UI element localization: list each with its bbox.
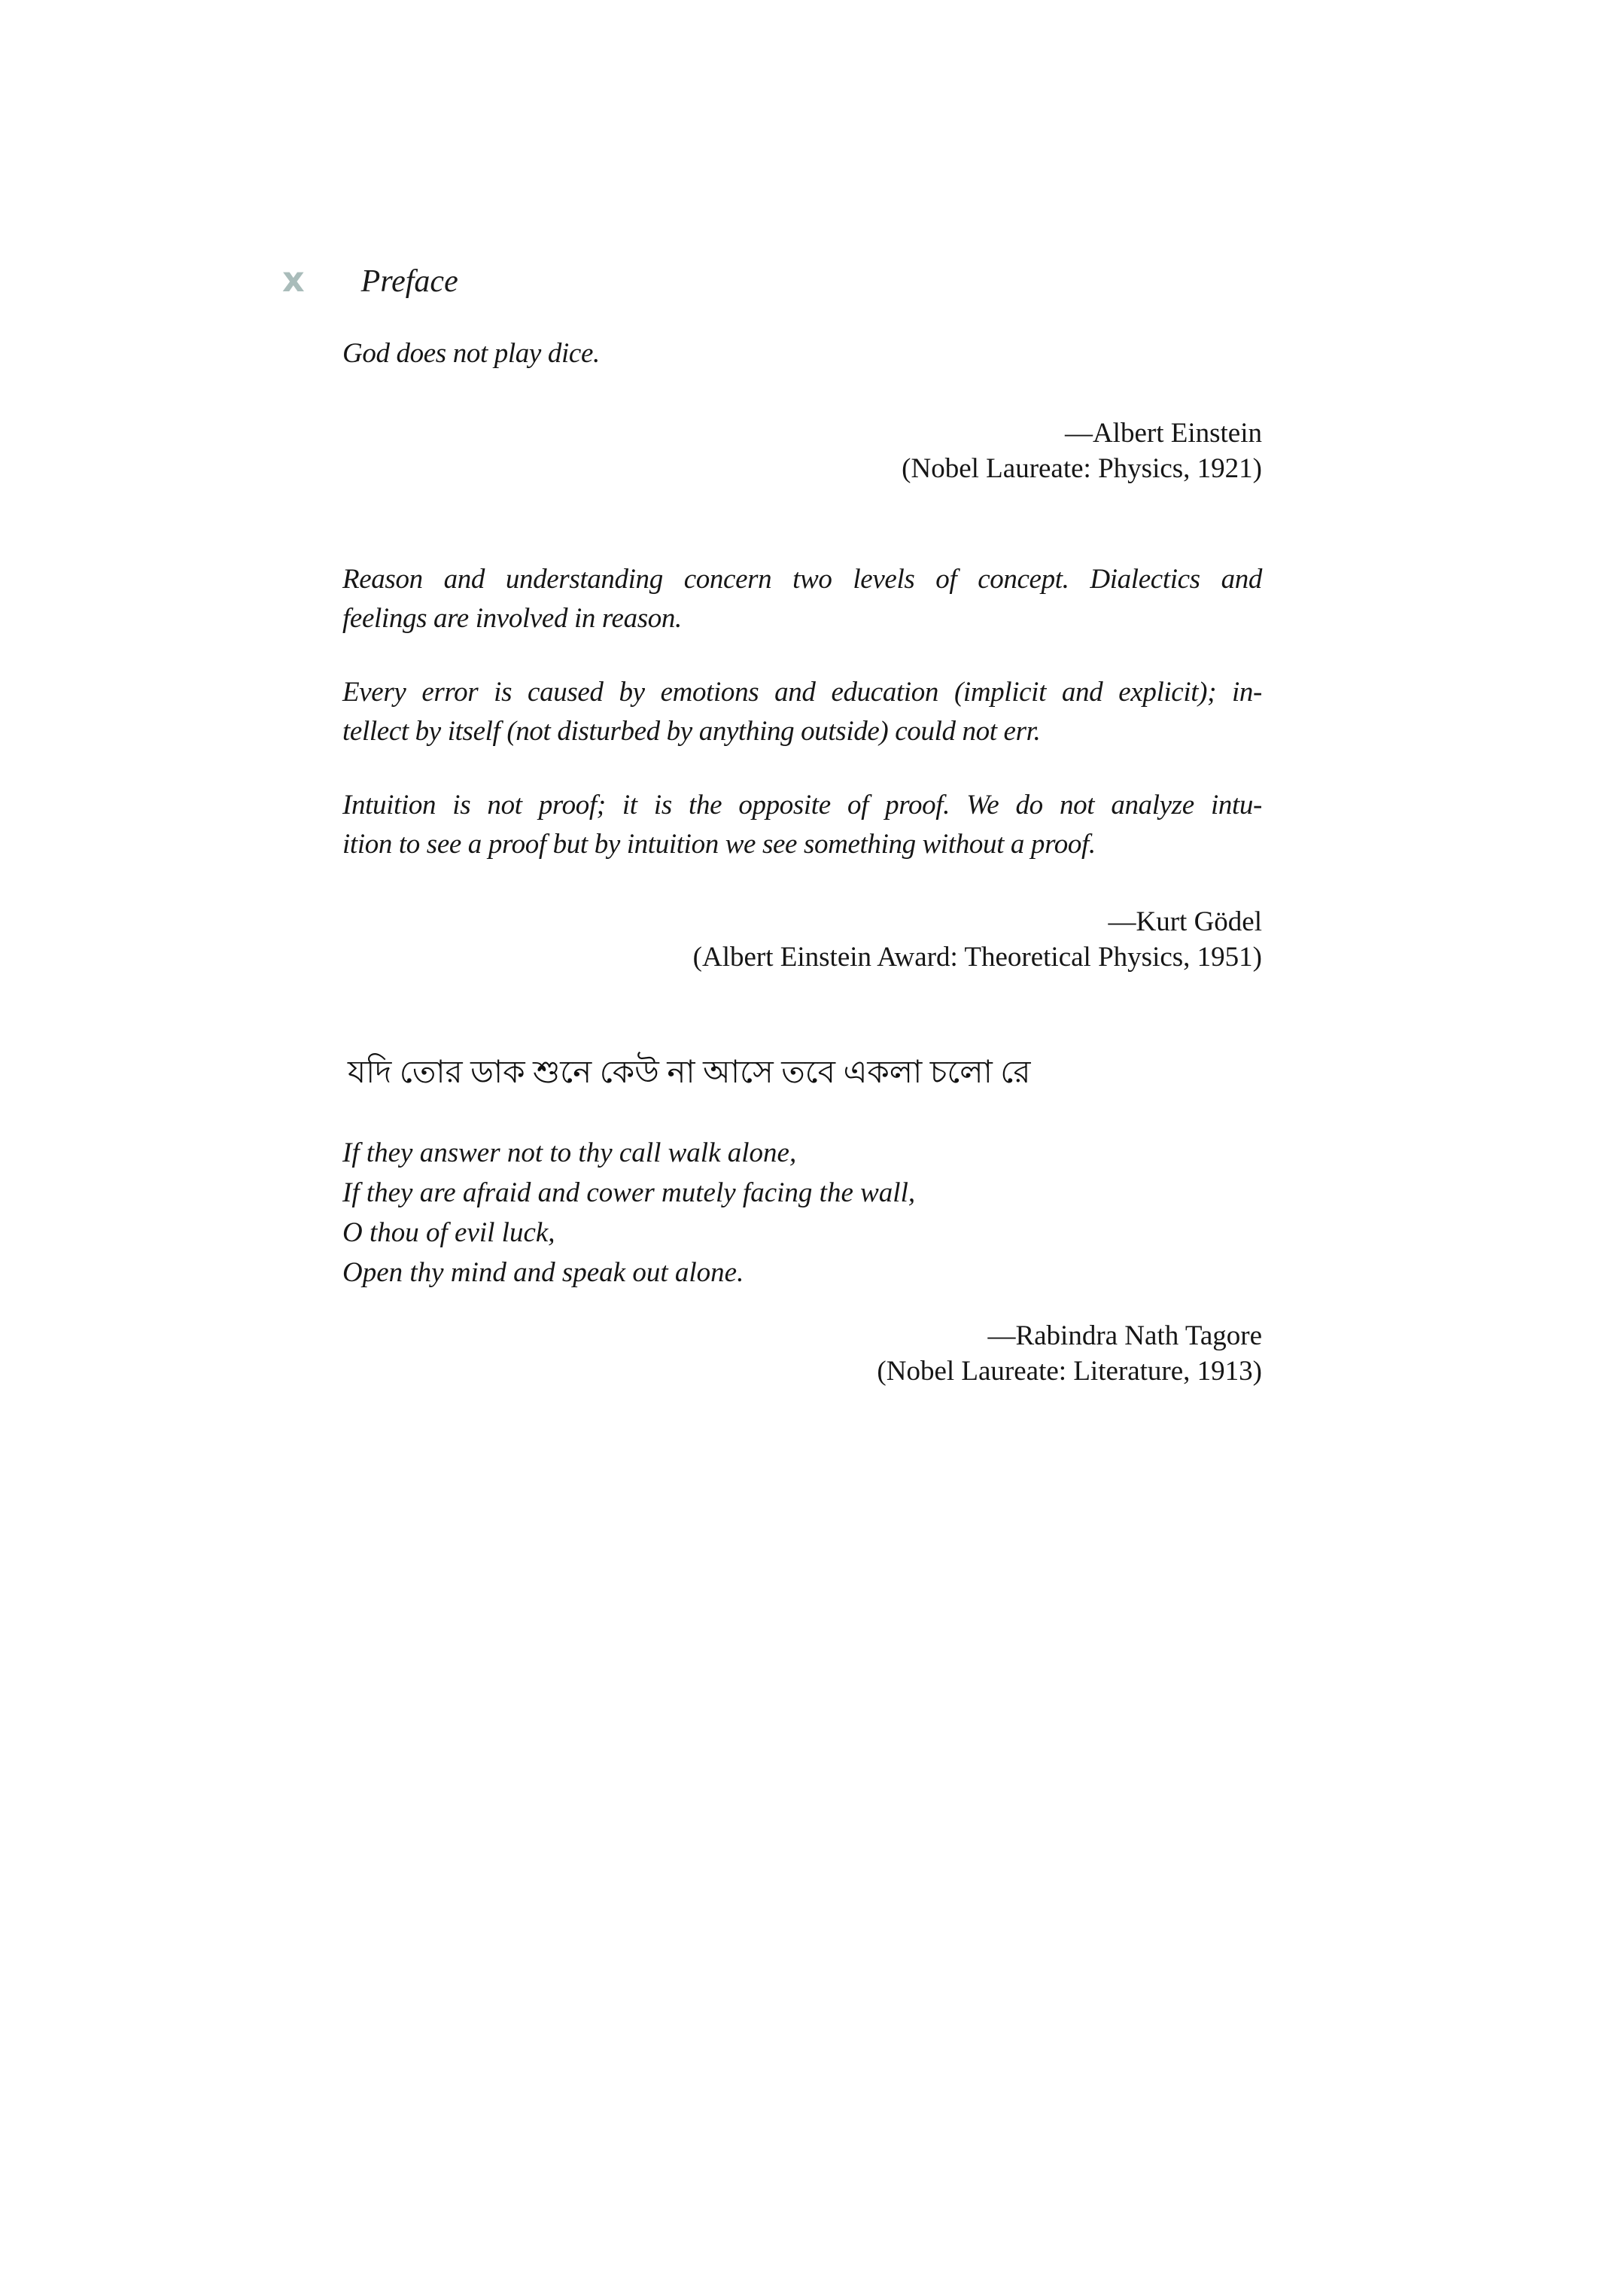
godel-paragraph-1-line-2: feelings are involved in reason. (342, 603, 682, 634)
einstein-quote (342, 334, 1262, 373)
godel-paragraph-1-line-1: Reason and understanding concern two levels of concept. Dialectics and (342, 564, 1262, 595)
tagore-attribution (342, 1318, 1262, 1389)
godel-attribution (342, 904, 1262, 975)
einstein-attribution-credential: (Nobel Laureate: Physics, 1921) (902, 453, 1262, 484)
section-title: Preface (360, 264, 458, 299)
godel-attribution-credential: (Albert Einstein Award: Theoretical Physics, 1951) (692, 942, 1262, 973)
einstein-attribution (342, 416, 1262, 486)
running-head (282, 259, 458, 300)
godel-attribution-author: —Kurt Gödel (1108, 906, 1262, 937)
einstein-attribution-author: —Albert Einstein (1064, 418, 1262, 449)
tagore-poem (342, 1133, 1262, 1293)
tagore-attribution-credential: (Nobel Laureate: Literature, 1913) (877, 1356, 1262, 1387)
godel-paragraph-2-line-1: Every error is caused by emotions and education (implicit and explicit); in- (342, 677, 1262, 708)
godel-quote-paragraph-3 (342, 786, 1262, 864)
tagore-attribution-author: —Rabindra Nath Tagore (987, 1320, 1262, 1351)
tagore-poem-line-2: If they are afraid and cower mutely facing the wall, (342, 1177, 916, 1208)
tagore-bengali-line: যদি তোর ডাক শুনে কেউ না আসে তবে একলা চলো রে (348, 1055, 1031, 1090)
godel-paragraph-3-line-1: Intuition is not proof; it is the opposite of proof. We do not analyze intu- (342, 790, 1262, 821)
godel-paragraph-2-line-2: tellect by itself (not disturbed by anything outside) could not err. (342, 716, 1041, 747)
tagore-poem-line-4: Open thy mind and speak out alone. (342, 1257, 744, 1288)
page-number: x (282, 259, 306, 300)
tagore-poem-line-3: O thou of evil luck, (342, 1217, 555, 1248)
tagore-poem-line-1: If they answer not to thy call walk alone, (342, 1137, 797, 1168)
godel-quote-paragraph-2 (342, 673, 1262, 751)
einstein-quote-line: God does not play dice. (342, 338, 600, 369)
godel-quote-paragraph-1 (342, 560, 1262, 638)
godel-paragraph-3-line-2: ition to see a proof but by intuition we see something without a proof. (342, 829, 1096, 860)
